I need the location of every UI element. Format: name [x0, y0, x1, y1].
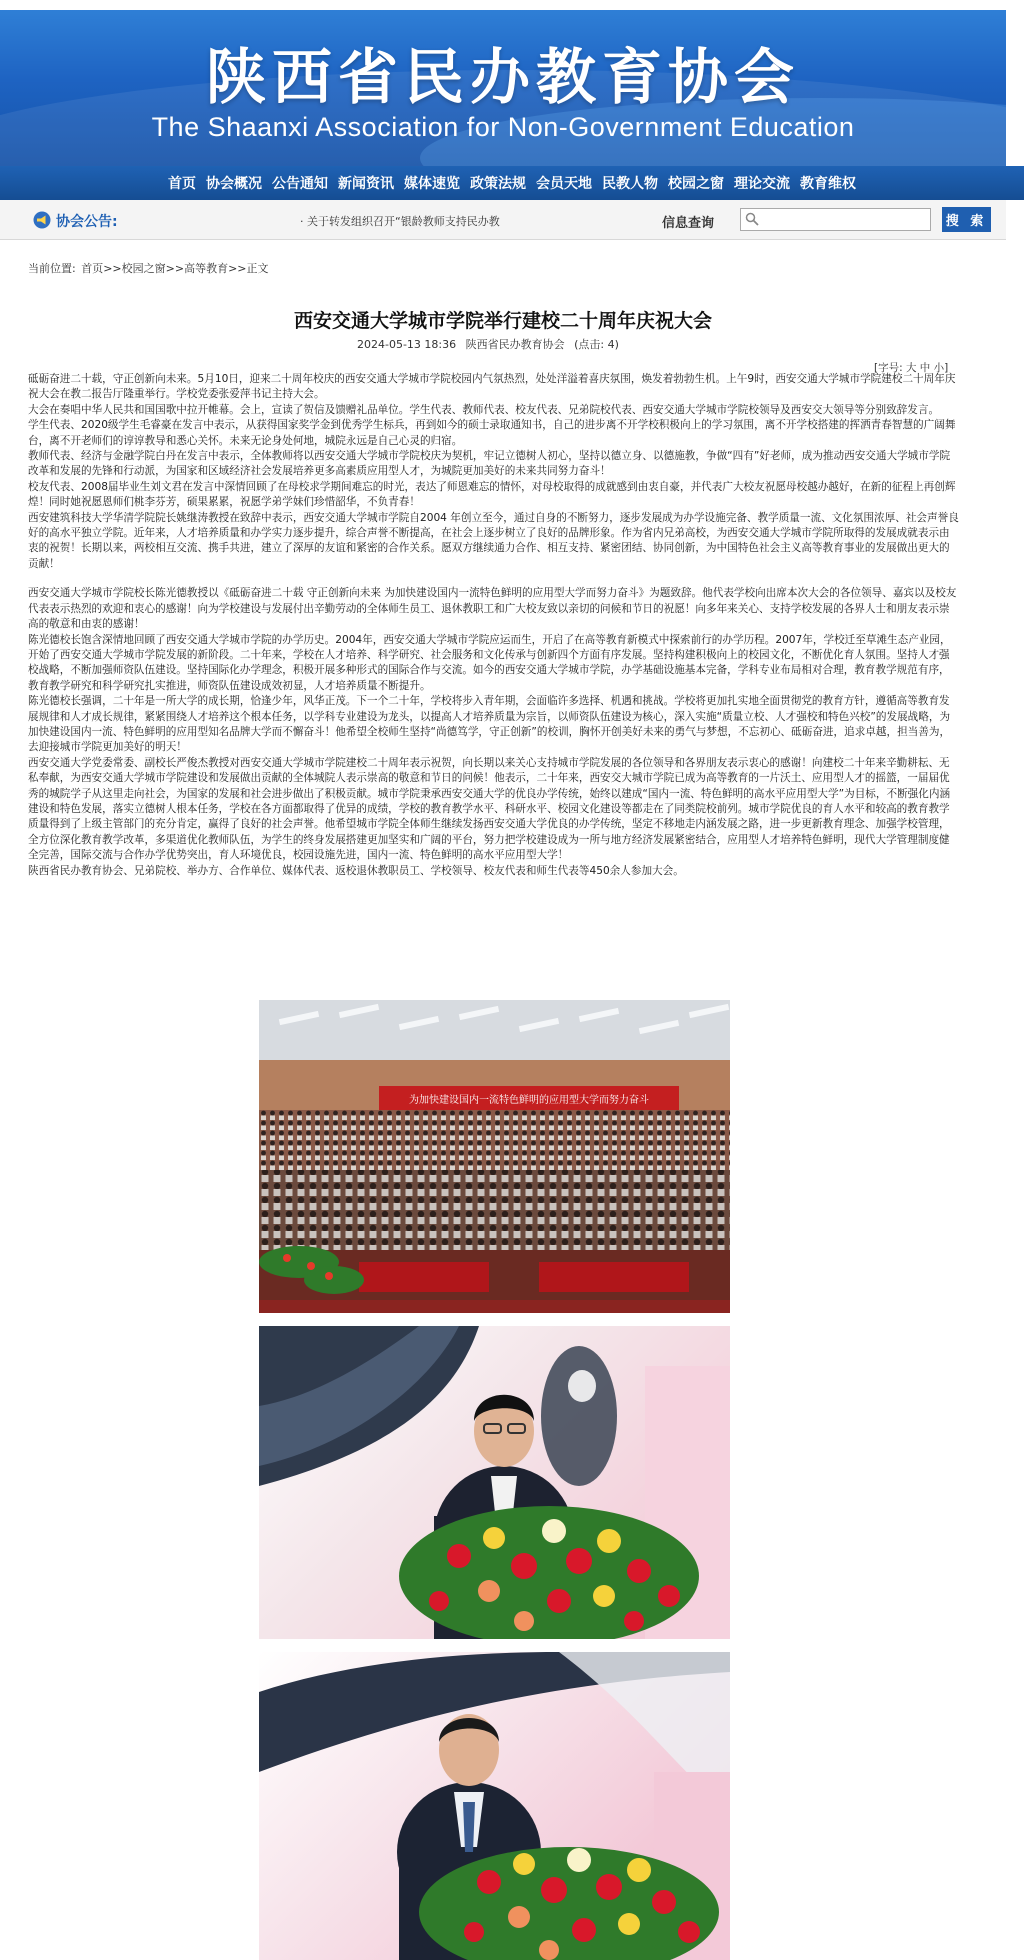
article-source: 陕西省民办教育协会	[465, 338, 565, 351]
nav-item-news[interactable]: 新闻资讯	[338, 176, 394, 192]
search-icon	[745, 212, 759, 226]
article-title: 西安交通大学城市学院举行建校二十周年庆祝大会	[293, 310, 712, 332]
paragraph: 大会在奏唱中华人民共和国国歌中拉开帷幕。会上，宣读了贺信及馈赠礼品单位。学生代表、教师代表、校友代表、兄弟院校代表、西安交通大学城市学院校领导及西安交大领导等分别致辞发言。	[28, 403, 940, 416]
notice-label: 协会公告:	[56, 214, 118, 230]
nav-item-campus[interactable]: 校园之窗	[668, 176, 724, 192]
nav-item-notices[interactable]: 公告通知	[272, 176, 328, 192]
nav-item-home[interactable]: 首页	[168, 176, 196, 192]
speaker-photo-1	[259, 1326, 730, 1639]
nav-item-people[interactable]: 民教人物	[602, 176, 658, 192]
site-banner	[0, 10, 1006, 166]
breadcrumb	[28, 260, 271, 276]
megaphone-icon	[33, 211, 51, 229]
nav-item-policy[interactable]: 政策法规	[470, 176, 526, 192]
font-size-control[interactable]: [字号: 大 中 小]	[874, 362, 949, 374]
nav-item-rights[interactable]: 教育维权	[800, 176, 856, 192]
paragraph: 教师代表、经济与金融学院白丹在发言中表示，全体教师将以西安交通大学城市学院校庆为契机，牢记立德树人初心，坚持以德立身、以德施教，争做“四有”好老师，成为推动西安交通大学城市学院改革和发展的先锋和行动派，为国家和区域经济社会发展培养更多高素质应用型人才，为城院更加美好的未来共同努力奋斗！	[28, 450, 951, 478]
site-title-en: The Shaanxi Association for Non-Government Education	[151, 112, 855, 142]
breadcrumb-prefix: 当前位置:	[28, 262, 76, 275]
notice-bar	[0, 200, 1006, 240]
info-search-label: 信息查询	[662, 216, 715, 231]
article-clicks: (点击: 4)	[574, 338, 619, 351]
search-box	[740, 208, 931, 231]
speaker-photo-2	[259, 1652, 730, 1960]
paragraph: 陕西省民办教育协会、兄弟院校、举办方、合作单位、媒体代表、返校退休教职员工、学校领导、校友代表和师生代表等450余人参加大会。	[28, 864, 684, 877]
paragraph: 学生代表、2020级学生毛睿豪在发言中表示，从获得国家奖学金到优秀学生标兵，再到如今的硕士录取通知书，自己的进步离不开学校积极向上的学习氛围，离不开学校搭建的挥洒青春智慧的广阔舞台，离不开老师们的谆谆教导和悉心关怀。未来无论身处何地，城院永远是自己心灵的归宿。	[28, 419, 956, 447]
search-input[interactable]	[761, 210, 929, 229]
paragraph: 校友代表、2008届毕业生刘文君在发言中深情回顾了在母校求学期间难忘的时光，表达了师恩难忘的情怀，对母校取得的成就感到由衷自豪，并代表广大校友祝愿母校越办越好，在新的征程上再创辉煌！同时她祝愿恩师们桃李芬芳，硕果累累，祝愿学弟学妹们珍惜韶华，不负青春！	[28, 480, 956, 509]
paragraph: 砥砺奋进二十载，守正创新向未来。5月10日，迎来二十周年校庆的西安交通大学城市学院校园内气氛热烈，处处洋溢着喜庆氛围，焕发着勃勃生机。上午9时，西安交通大学城市学院建校二十周年庆祝大会在教二报告厅隆重举行。学校党委张爱萍书记主持大会。	[28, 373, 956, 401]
nav-item-media[interactable]: 媒体速览	[404, 176, 460, 192]
paragraph: 西安交通大学党委常委、副校长严俊杰教授对西安交通大学城市学院建校二十周年表示祝贺，向长期以来关心支持城市学院发展的各位领导和各界朋友表示衷心的感谢！向建校二十年来辛勤耕耘、无私奉献，为西安交通大学城市学院建设和发展做出贡献的全体城院人表示崇高的敬意和节日的问候！他表示，二十年来，西安交大城市学院已成为高等教育的一片沃土、应用型人才的摇篮，一届届优秀的城院学子从这里走向社会，为国家的发展和社会进步做出了积极贡献。城市学院秉承西安交通大学的优良办学传统，始终以建成“国内一流、特色鲜明的高水平应用型大学”为目标，不断强化内涵建设和特色发展，落实立德树人根本任务，学校在各方面都取得了优异的成绩，学校的教育教学水平、科研水平、校园文化建设等都走在了同类院校前列。城市学院优良的育人水平和较高的教育教学质量得到了上级主管部门的充分肯定，赢得了良好的社会声誉。他希望城市学院全体师生继续发扬西安交通大学优良的办学传统，坚定不移地走内涵发展之路，进一步更新教育理念、加强学校管理，全方位深化教育教学改革，多渠道优化教师队伍，为学生的终身发展搭建更加坚实和广阔的平台，努力把学校建设成为一所与地方经济发展紧密结合，应用型人才培养特色鲜明，现代大学管理制度健全完善，国际交流与合作办学优势突出，育人环境优良，校园设施先进，国内一流、特色鲜明的高水平应用型大学！	[28, 756, 951, 862]
speaker-illustration	[259, 1652, 730, 1960]
speaker-illustration	[259, 1326, 730, 1639]
main-nav	[0, 166, 1024, 200]
nav-item-members[interactable]: 会员天地	[536, 176, 592, 192]
search-button[interactable]: 搜 索	[942, 207, 991, 232]
article-body	[28, 372, 960, 879]
ceremony-hall-illustration	[259, 1000, 730, 1313]
article-meta	[357, 336, 625, 352]
notice-ticker[interactable]: · 关于转发组织召开“银龄教师支持民办教	[300, 215, 500, 228]
paragraph: 陈光德校长饱含深情地回顾了西安交通大学城市学院的办学历史。2004年，西安交通大学城市学院应运而生，开启了在高等教育新模式中探索前行的办学历程。2007年，学校迁至草滩生态产业园，开始了西安交通大学城市学院发展的新阶段。二十年来，学校在人才培养、科学研究、社会服务和文化传承与创新四个方面有序发展。坚持构建积极向上的校园文化，不断优化育人氛围。坚持人才强校战略，不断加强师资队伍建设。坚持国际化办学理念，积极开展多种形式的国际合作与交流。如今的西安交通大学城市学院，办学基础设施基本完备，学科专业布局相对合理，教育教学规范有序，教育教学研究和科学研究扎实推进，师资队伍建设成效初显，人才培养质量不断提升。	[28, 633, 951, 692]
paragraph: 西安建筑科技大学华清学院院长姚继涛教授在致辞中表示，西安交通大学城市学院自2004 年创立至今，通过自身的不断努力，逐步发展成为办学设施完备、教学质量一流、文化氛围浓厚、社会声誉良好的高水平独立学院。近年来，人才培养质量和办学实力逐步提升，综合声誉不断提高，在社会上逐步树立了良好的品牌形象。作为省内兄弟高校，为西安交通大学城市学院所取得的发展成就表示由衷的祝贺！长期以来，两校相互交流、携手共进，建立了深厚的友谊和紧密的合作关系。愿双方继续通力合作、相互支持、紧密团结、协同创新，为中国特色社会主义高等教育事业的发展做出更大的贡献！	[28, 511, 959, 570]
breadcrumb-path[interactable]: 首页>>校园之窗>>高等教育>>正文	[81, 262, 269, 275]
site-title-cn: 陕西省民办教育协会	[206, 43, 800, 113]
ceremony-hall-photo	[259, 1000, 730, 1313]
article-date: 2024-05-13 18:36	[357, 338, 457, 351]
nav-item-theory[interactable]: 理论交流	[734, 176, 790, 192]
nav-item-overview[interactable]: 协会概况	[206, 176, 262, 192]
paragraph: 西安交通大学城市学院校长陈光德教授以《砥砺奋进二十载 守正创新向未来 为加快建设国内一流特色鲜明的应用型大学而努力奋斗》为题致辞。他代表学校向出席本次大会的各位领导、嘉宾以及校友代表表示热烈的欢迎和衷心的感谢！向为学校建设与发展付出辛勤劳动的全体师生员工、退休教职工和广大校友致以亲切的问候和节日的祝愿！向多年来关心、支持学校发展的各界人士和朋友表示崇高的敬意和由衷的感谢！	[28, 587, 957, 631]
paragraph: 陈光德校长强调，二十年是一所大学的成长期，恰逢少年，风华正茂。下一个二十年，学校将步入青年期，会面临许多选择、机遇和挑战。学校将更加扎实地全面贯彻党的教育方针，遵循高等教育发展规律和人才成长规律，紧紧围绕人才培养这个根本任务，以学科专业建设为龙头，以提高人才培养质量为宗旨，以师资队伍建设为核心，深入实施“质量立校、人才强校和特色兴校”的发展战略，为加快建设国内一流、特色鲜明的应用型知名品牌大学而不懈奋斗！他希望全校师生坚持“尚德笃学，守正创新”的校训，胸怀开创美好未来的勇气与梦想，不忘初心、砥砺奋进，追求卓越，担当善为，去迎接城市学院更加美好的明天！	[28, 695, 951, 754]
hall-banner-text: 为加快建设国内一流特色鲜明的应用型大学而努力奋斗	[409, 1095, 649, 1106]
